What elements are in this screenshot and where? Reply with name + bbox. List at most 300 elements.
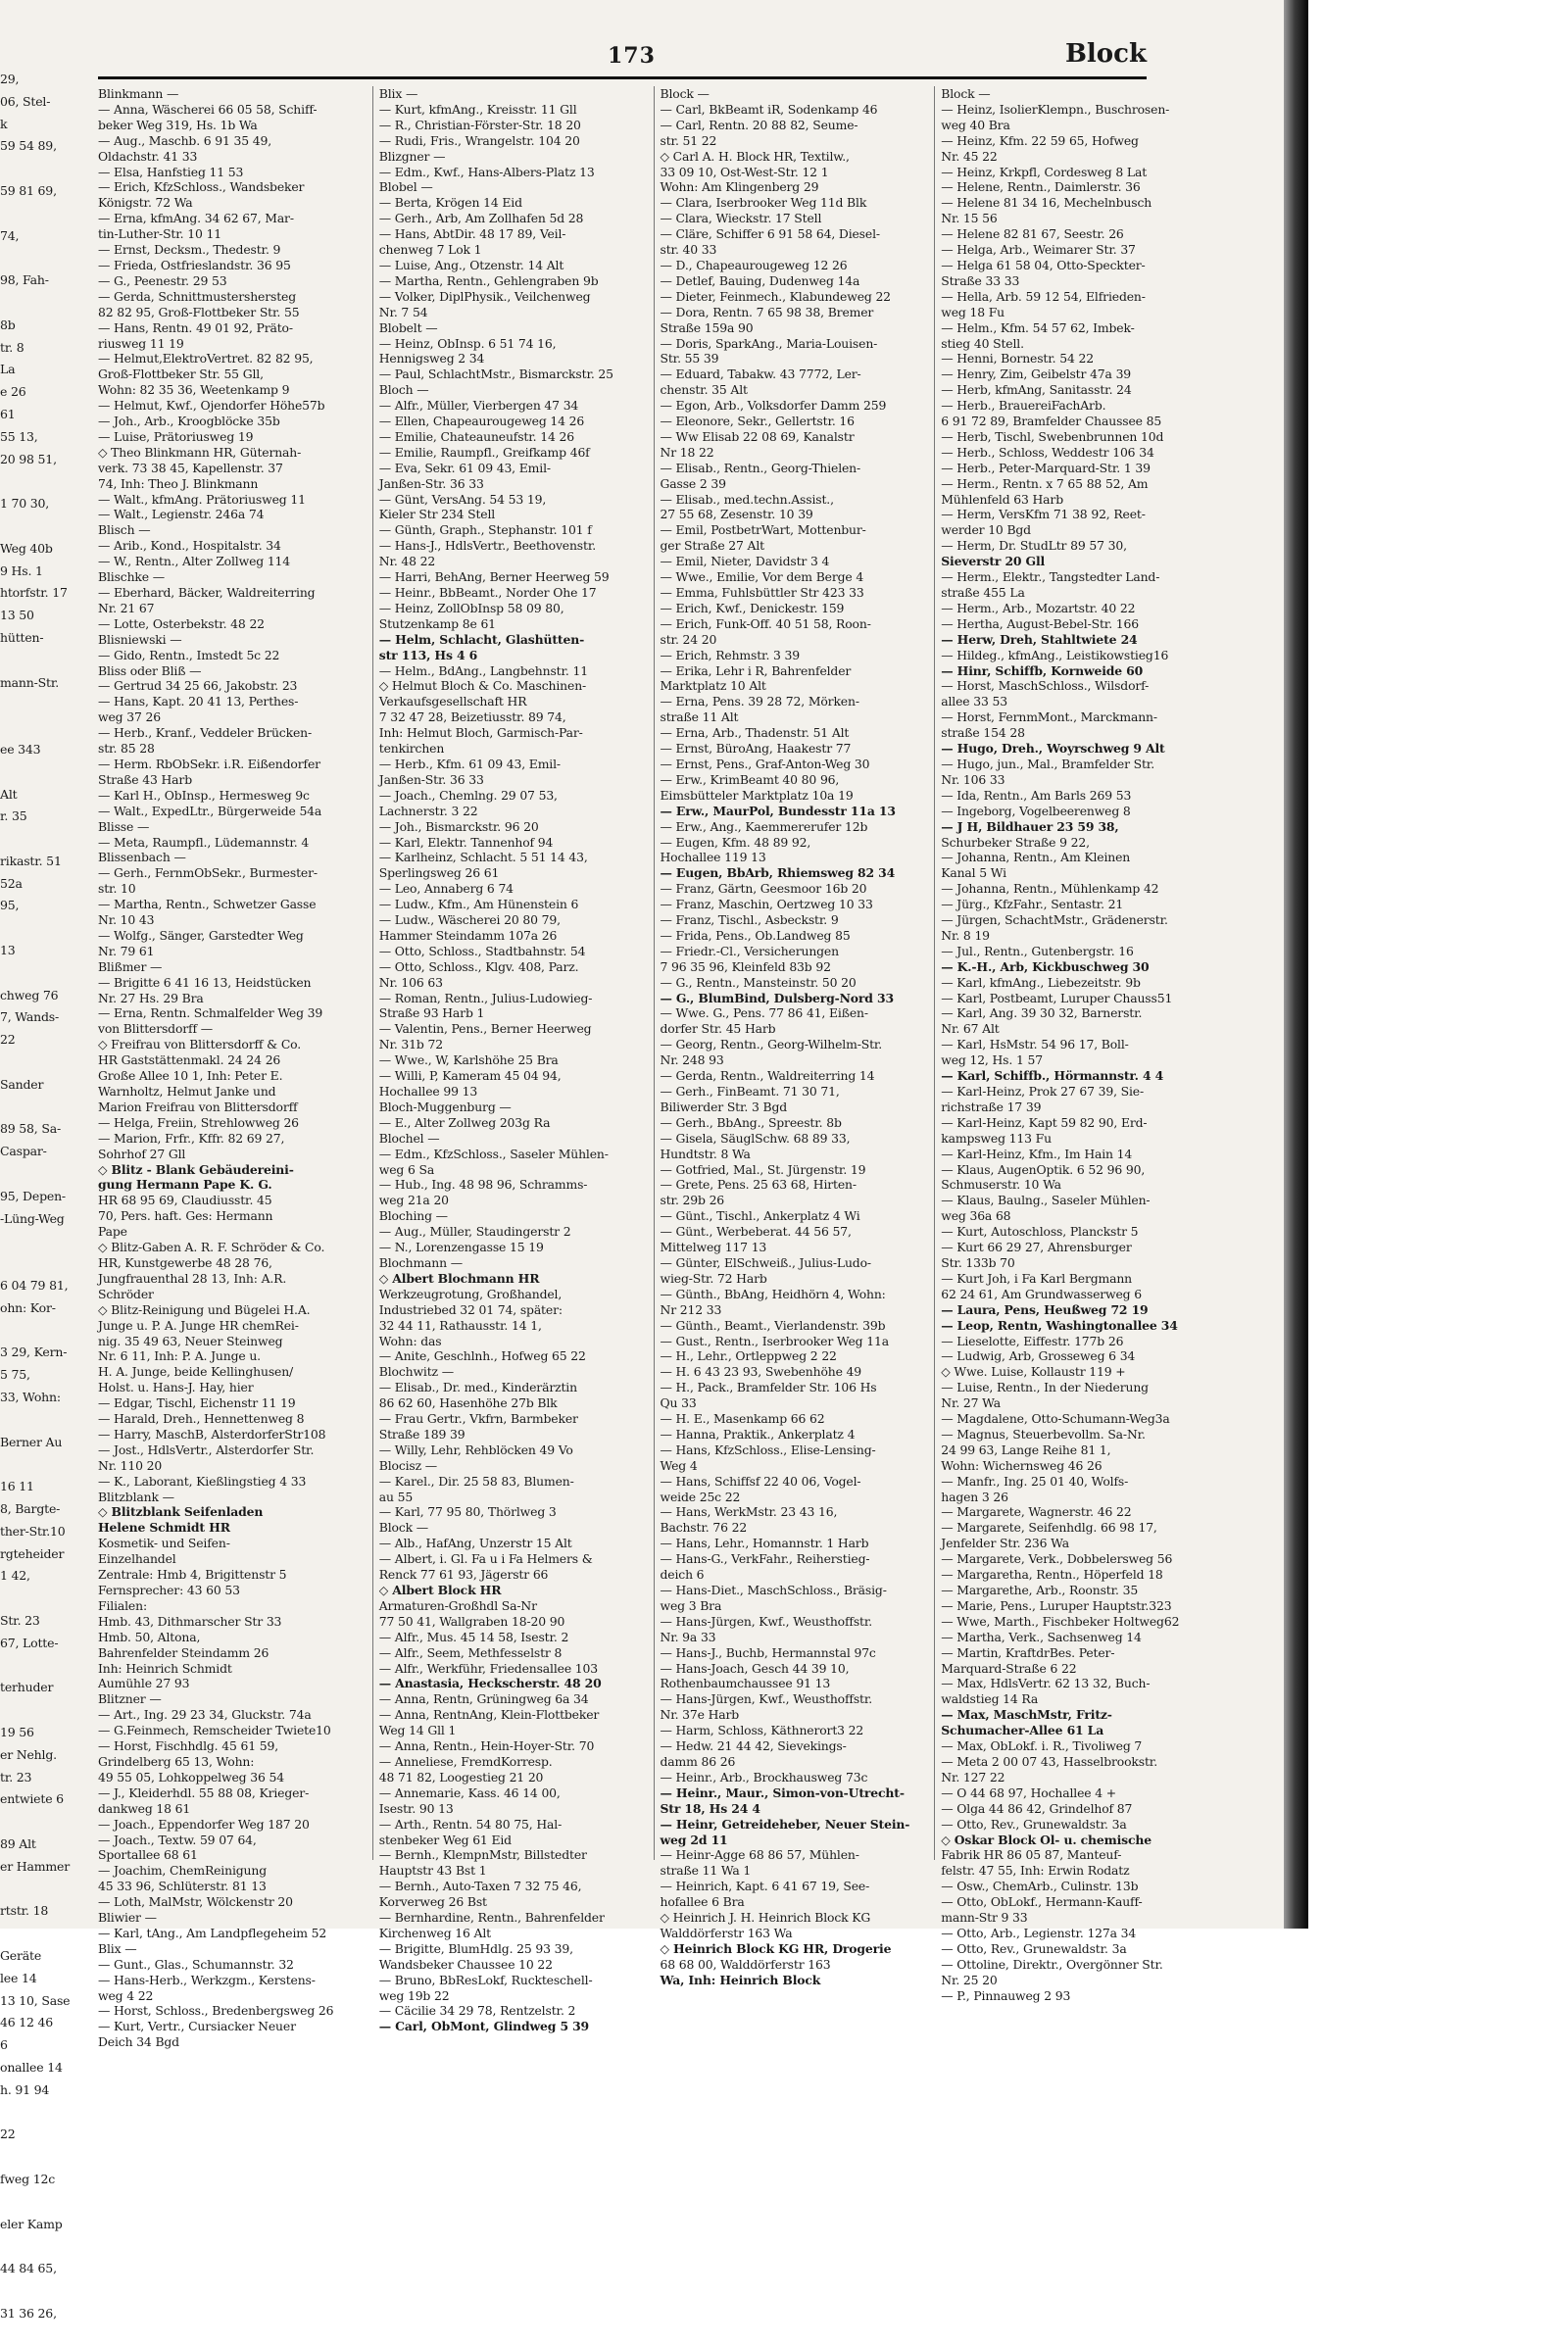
directory-entry: str. 85 28 — [98, 741, 155, 757]
directory-entry: — Hugo, Dreh., Woyrschweg 9 Alt — [941, 741, 1165, 757]
edge-fragment — [0, 1097, 90, 1119]
directory-entry: — Laura, Pens, Heußweg 72 19 — [941, 1301, 1149, 1317]
edge-fragment: Str. 23 — [0, 1612, 40, 1628]
edge-fragment: eler Kamp — [0, 2216, 63, 2231]
directory-entry: Wohn: Am Klingenberg 29 — [660, 179, 819, 195]
directory-entry: weg 6 Sa — [378, 1161, 435, 1177]
edge-fragment — [0, 1230, 90, 1252]
directory-entry: Fernsprecher: 43 60 53 — [98, 1583, 240, 1597]
directory-entry: — Gerh., BbAng., Spreestr. 8b — [660, 1114, 842, 1130]
directory-entry: — Joach., Eppendorfer Weg 187 20 — [98, 1816, 310, 1832]
directory-entry: — Wwe, Marth., Fischbeker Holtweg62 — [941, 1613, 1180, 1629]
directory-entry: — Margarethe, Arb., Roonstr. 35 — [941, 1583, 1139, 1597]
directory-entry: — Grete, Pens. 25 63 68, Hirten- — [660, 1177, 857, 1193]
directory-entry: — Karl, tAng., Am Landpflegeheim 52 — [98, 1925, 327, 1940]
directory-entry: — Clara, Iserbrooker Weg 11d Blk — [660, 195, 867, 211]
directory-entry: — Art., Ing. 29 23 34, Gluckstr. 74a — [98, 1707, 312, 1723]
directory-entry: — Alfr., Seem, Methfesselstr 8 — [378, 1644, 563, 1660]
directory-entry: — Helm., Kfm. 54 57 62, Imbek- — [941, 319, 1135, 335]
directory-entry: — Kurt 66 29 27, Ahrensburger — [941, 1240, 1132, 1255]
directory-entry: — Herm. RbObSekr. i.R. Eißendorfer — [98, 756, 320, 771]
directory-entry: — Erika, Lehr i R, Bahrenfelder — [660, 662, 852, 678]
directory-entry: — Karl, Schiffb., Hörmannstr. 4 4 — [941, 1068, 1164, 1084]
directory-entry: Filialen: — [98, 1597, 147, 1613]
directory-entry: Marion Freifrau von Blittersdorff — [98, 1099, 298, 1114]
directory-entry: — Carl, ObMont, Glindweg 5 39 — [378, 2019, 590, 2034]
directory-entry: Hmb. 50, Altona, — [98, 1629, 201, 1644]
directory-entry: — Ludw., Wäscherei 20 80 79, — [378, 912, 561, 928]
edge-fragment: 44 84 65, — [0, 2261, 57, 2276]
directory-entry: Gasse 2 39 — [660, 475, 726, 491]
directory-entry: chenweg 7 Lok 1 — [378, 242, 482, 258]
directory-entry: weg 36a 68 — [941, 1208, 1011, 1224]
directory-entry: — Frau Gertr., Vkfrn, Barmbeker — [378, 1411, 578, 1427]
directory-entry: Nr. 248 93 — [660, 1052, 724, 1068]
directory-entry: Oldachstr. 41 33 — [98, 148, 198, 164]
directory-entry: — Karl H., ObInsp., Hermesweg 9c — [98, 787, 310, 803]
edge-fragment: 98, Fah- — [0, 272, 49, 288]
directory-entry: — Herb., BrauereiFachArb. — [941, 398, 1106, 414]
directory-entry: 33 09 10, Ost-West-Str. 12 1 — [660, 164, 829, 179]
directory-entry: dankweg 18 61 — [98, 1800, 191, 1816]
directory-entry: 27 55 68, Zesenstr. 10 39 — [660, 507, 813, 522]
directory-entry: — Erich, Funk-Off. 40 51 58, Roon- — [660, 615, 871, 631]
directory-entry: — Eduard, Tabakw. 43 7772, Ler- — [660, 367, 861, 382]
previous-page-edge — [0, 69, 90, 2321]
directory-entry: ◇ Blitz-Reinigung und Bügelei H.A. — [98, 1301, 311, 1317]
edge-fragment — [0, 2235, 90, 2258]
directory-entry: Wohn: 82 35 36, Weetenkamp 9 — [98, 382, 290, 398]
edge-fragment: 46 12 46 — [0, 2015, 54, 2030]
directory-entry: — Herb, Tischl, Swebenbrunnen 10d — [941, 428, 1164, 444]
directory-entry: — Erich, Kwf., Denickestr. 159 — [660, 600, 845, 615]
directory-entry: — Gerda, Schnittmustershersteg — [98, 288, 297, 304]
directory-entry: — Anite, Geschlnh., Hofweg 65 22 — [378, 1348, 586, 1364]
edge-fragment — [0, 2280, 90, 2303]
edge-fragment: 74, — [0, 227, 20, 243]
directory-entry: — Ludwig, Arb, Grosseweg 6 34 — [941, 1348, 1136, 1364]
directory-entry: Helene Schmidt HR — [98, 1520, 230, 1536]
edge-fragment: 59 54 89, — [0, 138, 57, 154]
directory-entry: — Eleonore, Sekr., Gellertstr. 16 — [660, 414, 855, 429]
directory-entry: Nr. 31b 72 — [378, 1037, 443, 1052]
directory-entry: Sieverstr 20 Gll — [941, 554, 1046, 569]
directory-entry: weg 37 26 — [98, 709, 161, 725]
surname-heading: Blissenbach — — [98, 850, 186, 865]
directory-entry: — Luise, Rentn., In der Niederung — [941, 1380, 1149, 1395]
directory-entry: Deich 34 Bgd — [98, 2034, 179, 2050]
directory-entry: weg 40 Bra — [941, 117, 1010, 132]
directory-entry: Rothenbaumchaussee 91 13 — [660, 1676, 831, 1691]
surname-heading: Blitzner — — [98, 1691, 162, 1707]
edge-fragment: 06, Stel- — [0, 93, 51, 109]
edge-fragment — [0, 828, 90, 851]
directory-entry: Pape — [98, 1224, 127, 1240]
directory-entry: — Bruno, BbResLokf, Ruckteschell- — [378, 1972, 593, 1987]
directory-entry: werder 10 Bgd — [941, 522, 1031, 538]
edge-fragment: ther-Str.10 — [0, 1523, 66, 1539]
edge-fragment: onallee 14 — [0, 2059, 63, 2075]
directory-entry: — Anna, RentnAng, Klein-Flottbeker — [378, 1707, 600, 1723]
directory-entry: Kanal 5 Wi — [941, 865, 1006, 881]
directory-entry: — Helga, Freiin, Strehlowweg 26 — [98, 1114, 299, 1130]
directory-entry: — Martha, Rentn., Schwetzer Gasse — [98, 897, 317, 912]
surname-heading: Blizgner — — [378, 148, 446, 164]
directory-entry: — Martin, KraftdrBes. Peter- — [941, 1644, 1115, 1660]
directory-entry: — Hans, Rentn. 49 01 92, Präto- — [98, 319, 293, 335]
surname-heading: Blobelt — — [378, 319, 438, 335]
edge-fragment: 19 56 — [0, 1724, 34, 1739]
directory-entry: — Elisab., Rentn., Georg-Thielen- — [660, 460, 861, 475]
directory-entry: — Karl-Heinz, Prok 27 67 39, Sie- — [941, 1084, 1145, 1099]
directory-entry: — Marion, Frfr., Kffr. 82 69 27, — [98, 1130, 285, 1146]
directory-entry: tenkirchen — [378, 741, 445, 757]
surname-heading: Block — — [660, 86, 710, 101]
directory-entry: — Eugen, BbArb, Rhiemsweg 82 34 — [660, 865, 896, 881]
directory-entry: — Joachim, ChemReinigung — [98, 1863, 267, 1879]
directory-entry: — Johanna, Rentn., Am Kleinen — [941, 850, 1131, 865]
directory-entry: hofallee 6 Bra — [660, 1894, 745, 1910]
directory-entry: — Wwe., Emilie, Vor dem Berge 4 — [660, 569, 864, 585]
directory-entry: — Anna, Rentn., Hein-Hoyer-Str. 70 — [378, 1738, 595, 1754]
directory-entry: — Kurt, kfmAng., Kreisstr. 11 Gll — [378, 101, 577, 117]
surname-heading: Bloch — — [378, 382, 429, 398]
directory-entry: — Heinz, Kfm. 22 59 65, Hofweg — [941, 132, 1139, 148]
directory-entry: — Lieselotte, Eiffestr. 177b 26 — [941, 1333, 1124, 1348]
directory-entry: — Hans-J., HdlsVertr., Beethovenstr. — [378, 538, 597, 554]
directory-entry: — Max, MaschMstr, Fritz- — [941, 1707, 1112, 1723]
column-2 — [372, 86, 644, 2034]
directory-entry: Wandsbeker Chaussee 10 22 — [378, 1956, 553, 1972]
directory-entry: ◇ Blitz-Gaben A. R. F. Schröder & Co. — [98, 1240, 325, 1255]
edge-fragment — [0, 650, 90, 672]
directory-entry: 68 68 00, Walddörferstr 163 — [660, 1956, 831, 1972]
surname-heading: Blischke — — [98, 569, 165, 585]
edge-fragment — [0, 1879, 90, 1901]
directory-entry: — Margaretha, Rentn., Höperfeld 18 — [941, 1567, 1163, 1583]
directory-entry: — Alb., HafAng, Unzerstr 15 Alt — [378, 1536, 572, 1551]
directory-entry: 70, Pers. haft. Ges: Hermann — [98, 1208, 273, 1224]
directory-entry: — Erw., KrimBeamt 40 80 96, — [660, 771, 840, 787]
directory-entry: — Horst, FernmMont., Marckmann- — [941, 709, 1157, 725]
edge-fragment — [0, 1655, 90, 1678]
directory-entry: — Volker, DiplPhysik., Veilchenweg — [378, 288, 591, 304]
directory-entry: Nr. 27 Wa — [941, 1395, 1001, 1411]
directory-entry: — Erna, Arb., Thadenstr. 51 Alt — [660, 725, 850, 741]
directory-entry: — G.Feinmech, Remscheider Twiete10 — [98, 1723, 331, 1738]
directory-entry: 45 33 96, Schlüterstr. 81 13 — [98, 1879, 267, 1894]
directory-entry: Hennigsweg 2 34 — [378, 351, 485, 367]
directory-entry: richstraße 17 39 — [941, 1099, 1042, 1114]
edge-fragment — [0, 917, 90, 940]
directory-entry: Straße 159a 90 — [660, 319, 754, 335]
directory-entry: Nr. 45 22 — [941, 148, 998, 164]
edge-fragment: 89 58, Sa- — [0, 1121, 61, 1137]
edge-fragment: r. 35 — [0, 808, 27, 824]
directory-entry: — Harald, Dreh., Hennettenweg 8 — [98, 1411, 305, 1427]
directory-entry: — Otto, Rev., Grunewaldstr. 3a — [941, 1940, 1127, 1956]
directory-entry: — Otto, Rev., Grunewaldstr. 3a — [941, 1816, 1127, 1832]
directory-entry: Straße 43 Harb — [98, 771, 192, 787]
directory-entry: Nr 18 22 — [660, 444, 714, 460]
directory-entry: Inh: Heinrich Schmidt — [98, 1660, 232, 1676]
directory-entry: — Kurt, Autoschloss, Planckstr 5 — [941, 1224, 1139, 1240]
directory-entry: Weg 14 Gll 1 — [378, 1723, 457, 1738]
directory-entry: ◇ Albert Blochmann HR — [378, 1270, 540, 1286]
column-3 — [654, 86, 925, 1987]
directory-entry: Werkzeugrotung, Großhandel, — [378, 1286, 563, 1301]
directory-entry: — Jürgen, SchachtMstr., Grädenerstr. — [941, 912, 1168, 928]
directory-entry: Str 18, Hs 24 4 — [660, 1800, 760, 1816]
directory-entry: 6 91 72 89, Bramfelder Chaussee 85 — [941, 414, 1162, 429]
directory-entry: — Ernst, Pens., Graf-Anton-Weg 30 — [660, 756, 870, 771]
directory-entry: — Günth., BbAng, Heidhörn 4, Wohn: — [660, 1286, 886, 1301]
directory-entry: verk. 73 38 45, Kapellenstr. 37 — [98, 460, 283, 475]
edge-fragment: Geräte — [0, 1947, 42, 1963]
directory-entry: Sperlingsweg 26 61 — [378, 865, 500, 881]
directory-entry: — Karlheinz, Schlacht. 5 51 14 43, — [378, 850, 588, 865]
surname-heading: Blißmer — — [98, 958, 163, 974]
directory-entry: Nr. 9a 33 — [660, 1629, 716, 1644]
directory-entry: Mittelweg 117 13 — [660, 1240, 767, 1255]
edge-fragment: 59 81 69, — [0, 182, 57, 198]
directory-entry: — H., Lehr., Ortleppweg 2 22 — [660, 1348, 837, 1364]
directory-entry: HR Gaststättenmakl. 24 24 26 — [98, 1052, 281, 1068]
edge-fragment — [0, 2191, 90, 2214]
directory-entry: — Wwe., W, Karlshöhe 25 Bra — [378, 1052, 559, 1068]
directory-entry: chenstr. 35 Alt — [660, 382, 748, 398]
directory-entry: Nr 212 33 — [660, 1301, 722, 1317]
directory-entry: — Hans-Jürgen, Kwf., Weusthoffstr. — [660, 1691, 873, 1707]
directory-entry: — Kurt Joh, i Fa Karl Bergmann — [941, 1270, 1133, 1286]
edge-fragment: entwiete 6 — [0, 1791, 64, 1807]
directory-entry: — Walt., ExpedLtr., Bürgerweide 54a — [98, 803, 322, 818]
directory-entry: ◇ Albert Block HR — [378, 1583, 502, 1597]
directory-entry: — Hinr, Schiffb, Kornweide 60 — [941, 662, 1144, 678]
directory-entry: — Bernh., KlempnMstr, Billstedter — [378, 1847, 587, 1863]
directory-entry: — Herb., Kfm. 61 09 43, Emil- — [378, 756, 561, 771]
edge-fragment: fweg 12c — [0, 2171, 56, 2186]
directory-entry: — R., Christian-Förster-Str. 18 20 — [378, 117, 581, 132]
directory-entry: 82 82 95, Groß-Flottbeker Str. 55 — [98, 304, 300, 319]
directory-entry: ◇ Heinrich J. H. Heinrich Block KG — [660, 1910, 871, 1926]
directory-entry: Nr. 79 61 — [98, 943, 155, 958]
directory-entry: mann-Str 9 33 — [941, 1910, 1028, 1926]
directory-entry: — Edgar, Tischl, Eichenstr 11 19 — [98, 1395, 296, 1411]
directory-entry: str. 24 20 — [660, 631, 717, 647]
surname-heading: Bliwier — — [98, 1910, 157, 1926]
directory-entry: — Alfr., Mus. 45 14 58, Isestr. 2 — [378, 1629, 569, 1644]
directory-entry: ger Straße 27 Alt — [660, 538, 764, 554]
edge-fragment: 22 — [0, 1032, 16, 1048]
directory-entry: nig. 35 49 63, Neuer Steinweg — [98, 1333, 283, 1348]
directory-entry: — Heinr, Getreideheber, Neuer Stein- — [660, 1816, 910, 1832]
directory-entry: — Harm, Schloss, Käthnerort3 22 — [660, 1723, 864, 1738]
directory-entry: — Karl, kfmAng., Liebezeitstr. 9b — [941, 974, 1141, 990]
edge-fragment: htorfstr. 17 — [0, 585, 68, 601]
directory-entry: — Berta, Krögen 14 Eid — [378, 195, 522, 211]
directory-entry: — Cäcilie 34 29 78, Rentzelstr. 2 — [378, 2003, 576, 2019]
directory-entry: Nr. 25 20 — [941, 1972, 998, 1987]
directory-entry: — Brigitte 6 41 16 13, Heidstücken — [98, 974, 312, 990]
directory-entry: — Meta 2 00 07 43, Hasselbrookstr. — [941, 1753, 1158, 1769]
directory-entry: Nr. 106 33 — [941, 771, 1005, 787]
directory-entry: — Carl, BkBeamt iR, Sodenkamp 46 — [660, 101, 878, 117]
directory-entry: — Lotte, Osterbekstr. 48 22 — [98, 615, 265, 631]
directory-entry: — Eva, Sekr. 61 09 43, Emil- — [378, 460, 551, 475]
directory-entry: — Karl-Heinz, Kfm., Im Hain 14 — [941, 1146, 1133, 1161]
directory-entry: — Hans, AbtDir. 48 17 89, Veil- — [378, 226, 566, 242]
surname-heading: Blisniewski — — [98, 631, 182, 647]
edge-fragment — [0, 1811, 90, 1834]
directory-entry: — Helmut,ElektroVertret. 82 82 95, — [98, 351, 314, 367]
directory-entry: — Hans-Jürgen, Kwf., Weusthoffstr. — [660, 1613, 873, 1629]
directory-entry: 7 96 35 96, Kleinfeld 83b 92 — [660, 958, 831, 974]
edge-fragment — [0, 761, 90, 784]
edge-fragment: 22 — [0, 2127, 16, 2142]
directory-entry: Nr. 27 Hs. 29 Bra — [98, 990, 204, 1005]
directory-entry: — Klaus, AugenOptik. 6 52 96 90, — [941, 1161, 1146, 1177]
directory-entry: — Osw., ChemArb., Culinstr. 13b — [941, 1879, 1139, 1894]
directory-entry: — E., Alter Zollweg 203g Ra — [378, 1114, 551, 1130]
directory-entry: weg 2d 11 — [660, 1832, 728, 1847]
directory-entry: — Martha, Verk., Sachsenweg 14 — [941, 1629, 1142, 1644]
edge-fragment: terhuder — [0, 1680, 54, 1695]
directory-entry: — Otto, Arb., Legienstr. 127a 34 — [941, 1925, 1137, 1940]
directory-entry: — Hertha, August-Bebel-Str. 166 — [941, 615, 1139, 631]
directory-entry: — Ww Elisab 22 08 69, Kanalstr — [660, 428, 855, 444]
edge-fragment: Alt — [0, 786, 18, 802]
directory-entry: — Hedw. 21 44 42, Sievekings- — [660, 1738, 847, 1754]
surname-heading: Blochel — — [378, 1130, 440, 1146]
edge-fragment — [0, 1252, 90, 1275]
directory-entry: — Valentin, Pens., Berner Heerweg — [378, 1021, 592, 1037]
edge-fragment: 13 10, Sase — [0, 1992, 71, 2008]
directory-entry: Str. 55 39 — [660, 351, 719, 367]
directory-entry: Marktplatz 10 Alt — [660, 678, 766, 694]
directory-columns — [98, 86, 1205, 2050]
directory-entry: Wa, Inh: Heinrich Block — [660, 1972, 821, 1987]
directory-entry: — Klaus, Baulng., Saseler Mühlen- — [941, 1193, 1151, 1208]
directory-entry: — Gerda, Rentn., Waldreiterring 14 — [660, 1068, 875, 1084]
directory-entry: — Doris, SparkAng., Maria-Louisen- — [660, 335, 878, 351]
directory-entry: — Gido, Rentn., Imstedt 5c 22 — [98, 647, 280, 662]
directory-entry: — Arib., Kond., Hospitalstr. 34 — [98, 538, 281, 554]
directory-entry: — Heinr-Agge 68 86 57, Mühlen- — [660, 1847, 859, 1863]
directory-entry: — Ernst, Decksm., Thedestr. 9 — [98, 242, 281, 258]
directory-entry: — Carl, Rentn. 20 88 82, Seume- — [660, 117, 858, 132]
surname-heading: Bloching — — [378, 1208, 448, 1224]
directory-entry: kampsweg 113 Fu — [941, 1130, 1052, 1146]
directory-entry: — Edm., KfzSchloss., Saseler Mühlen- — [378, 1146, 609, 1161]
directory-entry: Schmuserstr. 10 Wa — [941, 1177, 1061, 1193]
directory-entry: — Heinr., Maur., Simon-von-Utrecht- — [660, 1785, 905, 1800]
directory-entry: — Elsa, Hanfstieg 11 53 — [98, 164, 244, 179]
directory-entry: — Clara, Wieckstr. 17 Stell — [660, 211, 822, 226]
directory-entry: — Anna, Rentn, Grüningweg 6a 34 — [378, 1691, 589, 1707]
edge-fragment: rikastr. 51 — [0, 853, 62, 868]
directory-entry: — Anna, Wäscherei 66 05 58, Schiff- — [98, 101, 318, 117]
directory-entry: ◇ Heinrich Block KG HR, Drogerie — [660, 1940, 892, 1956]
surname-heading: Block — — [941, 86, 991, 101]
running-head: Block — [1064, 39, 1147, 69]
edge-fragment — [0, 247, 90, 269]
directory-entry: — Karl, 77 95 80, Thörlweg 3 — [378, 1504, 557, 1520]
directory-entry: HR, Kunstgewerbe 48 28 76, — [98, 1254, 272, 1270]
directory-entry: — Otto, Schloss., Klgv. 408, Parz. — [378, 958, 579, 974]
directory-entry: — Eugen, Kfm. 48 89 92, — [660, 834, 811, 850]
directory-entry: 77 50 41, Wallgraben 18-20 90 — [378, 1613, 565, 1629]
directory-entry: — Herb., Kranf., Veddeler Brücken- — [98, 725, 312, 741]
directory-entry: gung Hermann Pape K. G. — [98, 1177, 272, 1193]
directory-entry: — Herm., Arb., Mozartstr. 40 22 — [941, 600, 1136, 615]
edge-fragment: h. 91 94 — [0, 2081, 50, 2097]
directory-entry: weg 12, Hs. 1 57 — [941, 1052, 1043, 1068]
directory-entry: H. A. Junge, beide Kellinghusen/ — [98, 1364, 294, 1380]
edge-fragment: 8, Bargte- — [0, 1501, 61, 1516]
directory-entry: tin-Luther-Str. 10 11 — [98, 226, 221, 242]
directory-entry: — Friedr.-Cl., Versicherungen — [660, 943, 839, 958]
directory-entry: — Martha, Rentn., Gehlengraben 9b — [378, 272, 599, 288]
edge-fragment — [0, 716, 90, 739]
directory-entry: — Gust., Rentn., Iserbrooker Weg 11a — [660, 1333, 889, 1348]
directory-entry: straße 11 Alt — [660, 709, 739, 725]
directory-entry: Schurbeker Straße 9 22, — [941, 834, 1090, 850]
directory-entry: 86 62 60, Hasenhöhe 27b Blk — [378, 1395, 558, 1411]
surname-heading: Bloch-Muggenburg — — [378, 1099, 512, 1114]
directory-entry: ◇ Theo Blinkmann HR, Güternah- — [98, 444, 302, 460]
directory-entry: — Rudi, Fris., Wrangelstr. 104 20 — [378, 132, 580, 148]
directory-entry: Nr. 6 11, Inh: P. A. Junge u. — [98, 1348, 261, 1364]
edge-fragment: 6 — [0, 2037, 8, 2053]
edge-fragment — [0, 694, 90, 716]
directory-entry: — Gerh., FernmObSekr., Burmester- — [98, 865, 318, 881]
directory-entry: str. 40 33 — [660, 242, 717, 258]
directory-entry: Hochallee 99 13 — [378, 1084, 478, 1099]
directory-entry: — Anastasia, Heckscherstr. 48 20 — [378, 1676, 602, 1691]
header-rule — [98, 76, 1147, 79]
directory-entry: — H. 6 43 23 93, Swebenhöhe 49 — [660, 1364, 862, 1380]
directory-entry: — Hans, KfzSchloss., Elise-Lensing- — [660, 1442, 876, 1457]
directory-entry: ◇ Freifrau von Blittersdorff & Co. — [98, 1037, 302, 1052]
directory-entry: — Eberhard, Bäcker, Waldreiterring — [98, 585, 316, 600]
directory-entry: Kosmetik- und Seifen- — [98, 1536, 230, 1551]
surname-heading: Block — — [378, 1520, 429, 1536]
directory-entry: Nr. 21 67 — [98, 600, 155, 615]
edge-fragment: 89 Alt — [0, 1835, 36, 1851]
edge-fragment — [0, 1699, 90, 1722]
directory-entry: — Herm, VersKfm 71 38 92, Reet- — [941, 507, 1146, 522]
edge-fragment: 8b — [0, 317, 16, 332]
directory-entry: — N., Lorenzengasse 15 19 — [378, 1240, 544, 1255]
surname-heading: Blochmann — — [378, 1254, 463, 1270]
edge-fragment: 16 11 — [0, 1479, 34, 1494]
directory-entry: Einzelhandel — [98, 1551, 176, 1567]
edge-fragment: La — [0, 362, 16, 377]
surname-heading: Blix — — [378, 86, 418, 101]
directory-entry: hagen 3 26 — [941, 1489, 1008, 1504]
page-number: 173 — [608, 43, 656, 69]
edge-fragment: 31 36 26, — [0, 2305, 57, 2321]
directory-entry: — Horst, Schloss., Bredenbergsweg 26 — [98, 2003, 334, 2019]
directory-entry: — Erna, Rentn. Schmalfelder Weg 39 — [98, 1005, 323, 1021]
edge-fragment: 55 13, — [0, 428, 38, 444]
directory-entry: — Hans-G., VerkFahr., Reiherstieg- — [660, 1551, 870, 1567]
directory-entry: — Johanna, Rentn., Mühlenkamp 42 — [941, 881, 1159, 897]
directory-entry: Str. 133b 70 — [941, 1254, 1015, 1270]
edge-fragment: 52a — [0, 875, 23, 891]
directory-entry: — Willi, P, Kameram 45 04 94, — [378, 1068, 562, 1084]
